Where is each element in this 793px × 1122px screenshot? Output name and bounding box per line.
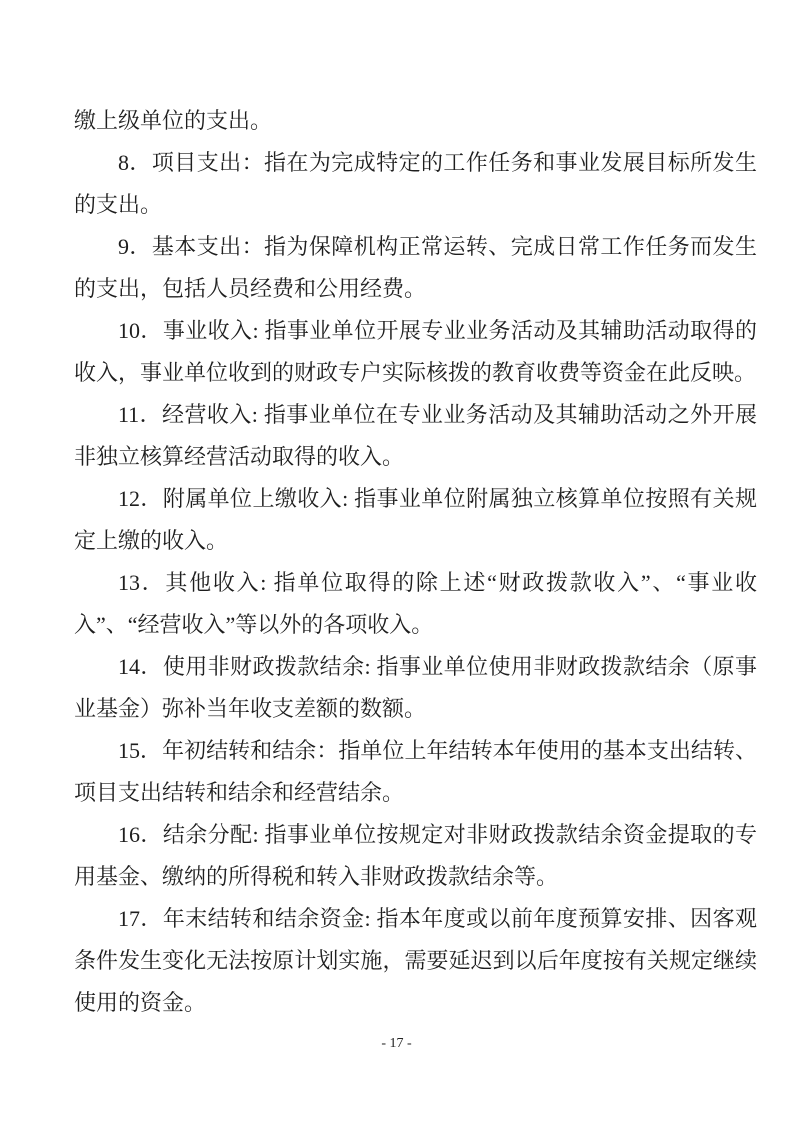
paragraph-7-continuation: 缴上级单位的支出。 <box>74 108 273 133</box>
page-number: - 17 - <box>381 1036 412 1051</box>
paragraph-13-other-income: 13．其他收入: 指单位取得的除上述“财政拨款收入”、“事业收入”、“经营收入”等以外的各项收入。 <box>74 570 757 637</box>
document-body <box>74 100 757 1024</box>
paragraph-8-project-expenditure: 8．项目支出：指在为完成特定的工作任务和事业发展目标所发生的支出。 <box>74 150 757 217</box>
paragraph-12-subordinate-unit-income: 12．附属单位上缴收入: 指事业单位附属独立核算单位按照有关规定上缴的收入。 <box>74 486 757 553</box>
paragraph-11-business-income: 11．经营收入: 指事业单位在专业业务活动及其辅助活动之外开展非独立核算经营活动取得的收入。 <box>74 402 757 469</box>
paragraph-15-beginning-year-carryover: 15．年初结转和结余：指单位上年结转本年使用的基本支出结转、项目支出结转和结余和经营结余。 <box>74 738 757 805</box>
paragraph-9-basic-expenditure: 9．基本支出：指为保障机构正常运转、完成日常工作任务而发生的支出，包括人员经费和公用经费。 <box>74 234 757 301</box>
paragraph-16-surplus-distribution: 16．结余分配: 指事业单位按规定对非财政拨款结余资金提取的专用基金、缴纳的所得税和转入非财政拨款结余等。 <box>74 822 757 889</box>
paragraph-17-year-end-carryover-funds: 17．年末结转和结余资金: 指本年度或以前年度预算安排、因客观条件发生变化无法按原计划实施，需要延迟到以后年度按有关规定继续使用的资金。 <box>74 906 757 1015</box>
paragraph-14-non-fiscal-surplus-use: 14．使用非财政拨款结余: 指事业单位使用非财政拨款结余（原事业基金）弥补当年收支差额的数额。 <box>74 654 757 721</box>
paragraph-10-operational-income: 10．事业收入: 指事业单位开展专业业务活动及其辅助活动取得的收入，事业单位收到的财政专户实际核拨的教育收费等资金在此反映。 <box>74 318 757 385</box>
